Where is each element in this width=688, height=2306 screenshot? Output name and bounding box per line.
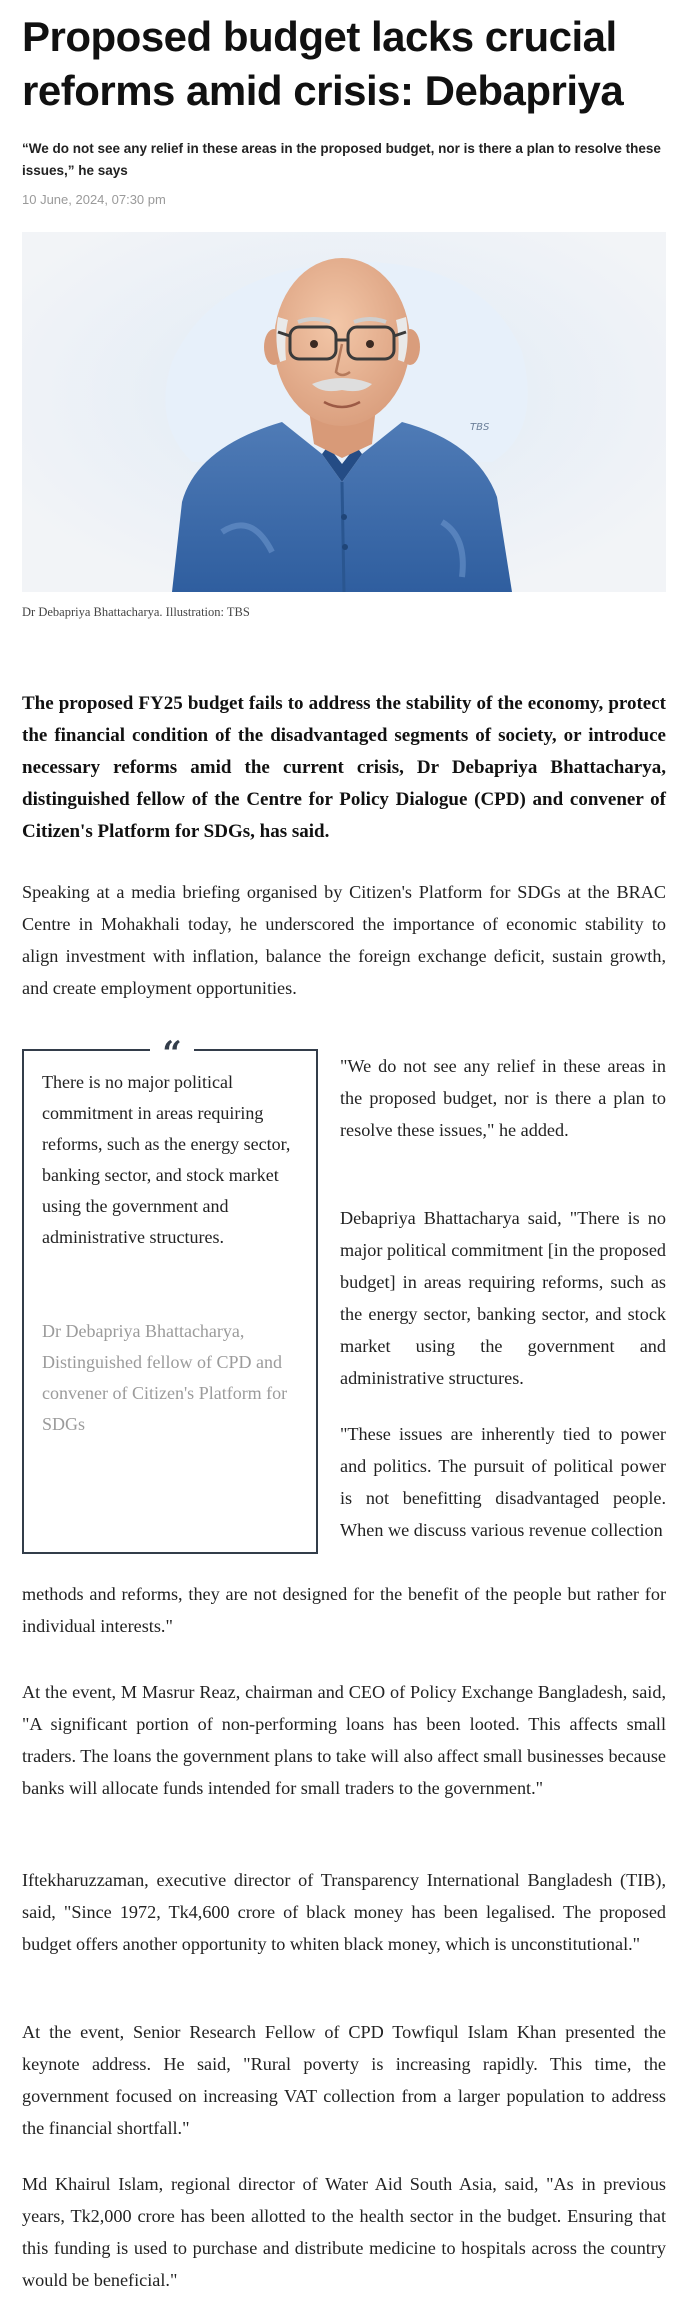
publish-date: 10 June, 2024, 07:30 pm [22, 192, 166, 207]
portrait-illustration [22, 232, 666, 592]
paragraph-1: Speaking at a media briefing organised by Citizen's Platform for SDGs at the BRAC Centre in Mohakhali today, he underscored the importance of economic stability to align investment with inflation, balance the foreign exchange deficit, sustain growth, and create employment opportunities. [22, 882, 666, 998]
lead-paragraph: The proposed FY25 budget fails to address the stability of the economy, protect the financial condition of the disadvantaged segments of society, or introduce necessary reforms amid the current crisis, Dr Debapriya Bhattacharya, distinguished fellow of the Centre for Policy Dialogue (CPD) and convener of Citizen's Platform for SDGs, has said. [22, 693, 666, 842]
paragraph-5: At the event, M Masrur Reaz, chairman and CEO of Policy Exchange Bangladesh, said, "A significant portion of non-performing loans has been looted. This affects small traders. The loans the government plans to take will also affect small businesses because banks will allocate funds intended for small traders to the government." [22, 1682, 666, 1798]
paragraph-6: Iftekharuzzaman, executive director of Transparency International Bangladesh (TIB), said, "Since 1972, Tk4,600 crore of black money has been legalised. The proposed budget offers another opportunity to whiten black money, which is unconstitutional." [22, 1870, 666, 1954]
paragraph-7: At the event, Senior Research Fellow of CPD Towfiqul Islam Khan presented the keynote address. He said, "Rural poverty is increasing rapidly. This time, the government focused on increasing VAT collection from a larger population to address the financial shortfall." [22, 2022, 666, 2138]
paragraph-4-right: "These issues are inherently tied to power and politics. The pursuit of political power is not benefitting disadvantaged people. When we discuss various revenue collection [340, 1424, 666, 1540]
paragraph-8: Md Khairul Islam, regional director of Water Aid South Asia, said, "As in previous years, Tk2,000 crore has been allotted to the health sector in the budget. Ensuring that this funding is used to purchase and distribute medicine to hospitals across the country would be beneficial." [22, 2174, 666, 2290]
subhead: “We do not see any relief in these areas in the proposed budget, nor is there a plan to resolve these issues,” he says [22, 141, 661, 178]
illustration-signature: TBS [470, 422, 490, 433]
quote-mark-icon: “ [150, 1037, 194, 1063]
pull-quote-attribution: Dr Debapriya Bhattacharya, Distinguished fellow of CPD and convener of Citizen's Platform for SDGs [42, 1321, 288, 1434]
paragraph-3: Debapriya Bhattacharya said, "There is no major political commitment [in the proposed budget] in areas requiring reforms, such as the energy sector, banking sector, and stock market using the government and administrative structures. [340, 1208, 666, 1388]
image-caption: Dr Debapriya Bhattacharya. Illustration: TBS [22, 605, 250, 619]
pull-quote-box [22, 1034, 318, 1554]
headline: Proposed budget lacks crucial reforms amid crisis: Debapriya [22, 13, 624, 114]
paragraph-2: "We do not see any relief in these areas in the proposed budget, nor is there a plan to resolve these issues," he added. [340, 1056, 666, 1140]
portrait-illustration-svg [22, 232, 666, 592]
pull-quote-text: There is no major political commitment in areas requiring reforms, such as the energy sector, banking sector, and stock market using the government and administrative structures. [42, 1072, 291, 1247]
paragraph-4-continued: methods and reforms, they are not designed for the benefit of the people but rather for individual interests." [22, 1584, 666, 1636]
